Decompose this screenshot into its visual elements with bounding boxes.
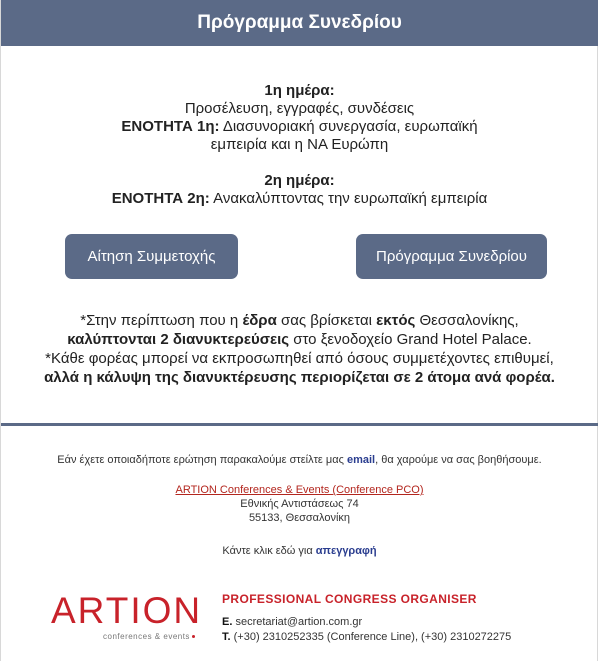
note-text: στο ξενοδοχείο Grand Hotel Palace. [289,331,532,348]
phone-key: T. [222,631,231,643]
note-text: Θεσσαλονίκης, [415,312,519,329]
page-header [1,0,598,46]
address-street: Εθνικής Αντιστάσεως 74 [240,498,359,510]
program-button[interactable]: Πρόγραμμα Συνεδρίου [356,234,547,279]
contact-block [222,592,592,644]
day1-section [1,118,598,136]
note-line-4: αλλά η κάλυψη της διανυκτέρευσης περιορίζεται σε 2 άτομα ανά φορέα. [44,369,555,386]
apply-button[interactable]: Αίτηση Συμμετοχής [65,234,238,279]
address-city: 55133, Θεσσαλονίκη [248,512,351,524]
day1-section-text-cont: εμπειρία και η ΝΑ Ευρώπη [210,136,389,153]
email-key: E. [222,616,233,628]
contact-phone [222,630,592,644]
note-emphasis: καλύπτονται 2 διανυκτερεύσεις [67,331,290,348]
day1-label: 1η ημέρα: [264,82,335,99]
question-text: , θα χαρούμε να σας βοηθήσουμε. [375,454,542,466]
contact-email [222,615,592,629]
phone-value: (+30) 2310252335 (Conference Line), (+30) 2310272275 [230,631,512,643]
day2-section [1,190,598,208]
company-address [1,483,598,525]
unsubscribe-text: Κάντε κλικ εδώ για [222,545,316,557]
accommodation-notes [1,311,598,387]
day2-section-text: Ανακαλύπτοντας την ευρωπαϊκή εμπειρία [209,190,488,207]
day1-arrival: Προσέλευση, εγγραφές, συνδέσεις [184,100,415,117]
day2-label: 2η ημέρα: [264,172,335,189]
company-link[interactable]: ARTION Conferences & Events (Conference PCO) [175,484,424,496]
note-line-3: *Κάθε φορέας μπορεί να εκπροσωπηθεί από όσους συμμετέχοντες επιθυμεί, [45,350,554,367]
unsubscribe-link[interactable]: απεγγραφή [315,545,377,557]
email-value[interactable]: secretariat@artion.com.gr [232,616,363,628]
day1-section-text: Διασυνοριακή συνεργασία, ευρωπαϊκή [219,118,478,135]
note-text: σας βρίσκεται [276,312,377,329]
note-text: *Στην περίπτωση που η [80,312,243,329]
logo-wordmark: ARTION [51,590,203,631]
logo-tagline [103,632,201,641]
section-divider [1,423,598,426]
pco-title: PROFESSIONAL CONGRESS ORGANISER [222,592,477,606]
note-line-1 [1,311,598,330]
day1-section-label: ΕΝΟΤΗΤΑ 1η: [121,118,220,135]
spacer [1,154,598,172]
logo-tagline-text: conferences & events [103,632,190,641]
note-line-2 [1,330,598,349]
question-text: Εάν έχετε οποιαδήποτε ερώτηση παρακαλούμε στείλτε μας [57,454,347,466]
contact-question [1,454,598,466]
page-title: Πρόγραμμα Συνεδρίου [197,12,402,33]
unsubscribe-line [1,545,598,557]
program-summary [1,82,598,208]
artion-logo [51,592,201,644]
note-emphasis: έδρα [242,312,277,329]
note-emphasis: εκτός [376,312,416,329]
dot-icon [192,635,195,638]
email-link[interactable]: email [346,454,376,466]
day2-section-label: ΕΝΟΤΗΤΑ 2η: [111,190,210,207]
